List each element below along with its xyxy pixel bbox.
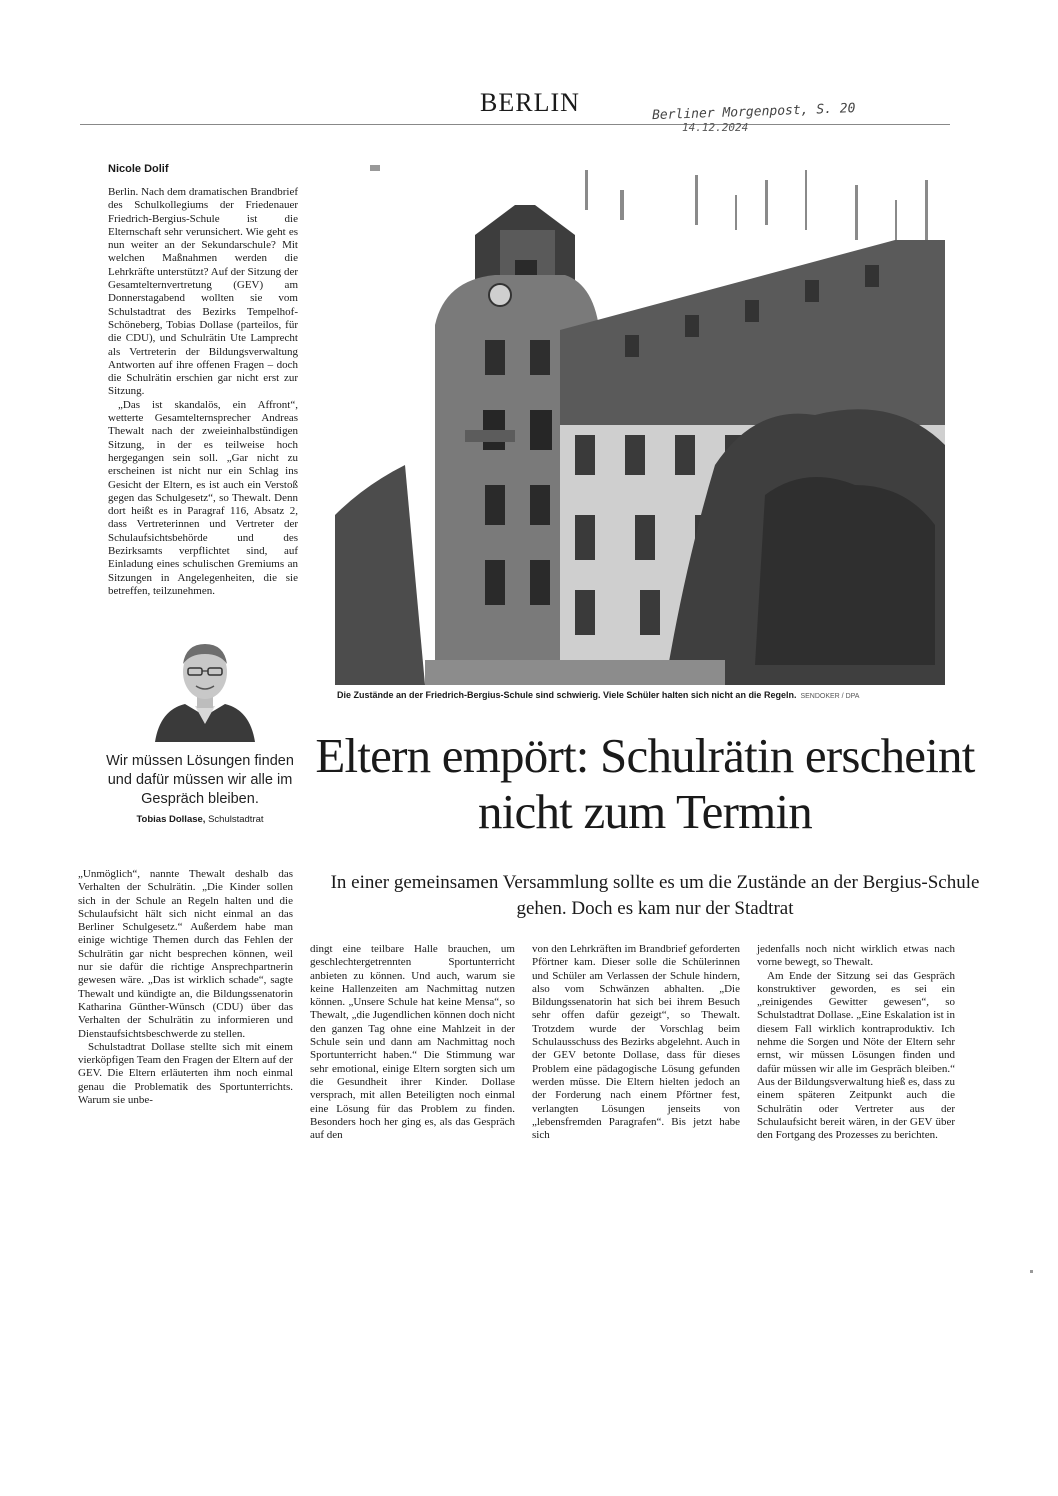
handnote-source: Berliner Morgenpost, S. 20 bbox=[651, 101, 856, 124]
body-column-3 bbox=[532, 943, 740, 1142]
intro-paragraph: Berlin. Nach dem dramatischen Brandbrief des Schulkollegiums der Friedenauer Friedrich-Bergius-Schule ist die Elternschaft sehr verunsichert. Wie geht es nun weiter an der Sekundarschule? Mit welchen Maßnahmen werden die Lehrkräfte unterstützt? Auf der Sitzung der Gesamtelternvertretung (GEV) am Donnerstagabend wollten sie vom Schulstadtrat des Bezirks Tempelhof-Schöneberg, Tobias Dollase (parteilos, für die CDU), und Schulrätin Ute Lamprecht als Vertreterin der Bildungsverwaltung Antworten auf ihre offenen Fragen – doch die Schulrätin erschien gar nicht erst zur Sitzung. bbox=[108, 186, 298, 398]
body-column-2 bbox=[310, 943, 515, 1142]
handnote-date: 14.12.2024 bbox=[682, 121, 749, 134]
intro-column bbox=[108, 186, 298, 598]
photo-credit: SENDOKER / DPA bbox=[800, 693, 860, 700]
intro-paragraph: „Das ist skandalös, ein Affront“, wetterte Gesamtelternsprecher Andreas Thewalt nach der zweieinhalbstündigen Sitzung, in der es teilweise hoch hergegangen sein soll. „Gar nicht zu erscheinen ist nicht nur ein Schlag ins Gesicht der Eltern, es ist auch ein Verstoß gegen das Schulgesetz“, so Thewalt. Denn dort heißt es in Paragraf 116, Absatz 2, dass Vertreterinnen und Vertreter der Schulaufsichtsbehörde und des Bezirksamts verpflichtet sind, auf Einladung eines schulischen Gremiums an Sitzungen in Angelegenheiten, die sie betreffen, teilzunehmen. bbox=[108, 398, 298, 597]
body-paragraph: „Unmöglich“, nannte Thewalt deshalb das Verhalten der Schulrätin. „Die Kinder sollen sich in der Schule an Regeln halten und die Schulaufsicht hält sich nicht einmal an das Berliner Schulgesetz.“ Außerdem habe man einige wichtige Themen durch das Fehlen der Schulrätin gar nicht besprechen können, weil nur sie dafür die richtige Ansprechpartnerin gewesen wäre. „Das ist wirklich schade“, sagte Thewalt und kündigte an, die Bildungssenatorin Katharina Günther-Wünsch (CDU) über das Verhalten der Schulrätin zu informieren und Dienstaufsichtsbeschwerde zu stellen. bbox=[78, 868, 293, 1040]
quote-author: Tobias Dollase, bbox=[136, 814, 206, 825]
body-paragraph: Schulstadtrat Dollase stellte sich mit einem vierköpfigen Team den Fragen der Eltern auf der GEV. Die Eltern erläuterten ihm noch einmal genau die Problematik des Sportunterrichts. Warum sie unbe- bbox=[78, 1040, 293, 1107]
body-column-4 bbox=[757, 943, 955, 1142]
portrait-photo bbox=[150, 632, 260, 742]
body-paragraph: jedenfalls noch nicht wirklich etwas nach vorne bewegt, so Thewalt. bbox=[757, 943, 955, 969]
subheadline: In einer gemeinsamen Versammlung sollte es um die Zustände an der Bergius-Schule gehen. Doch es kam nur der Stadtrat bbox=[330, 872, 980, 919]
body-paragraph: dingt eine teilbare Halle brauchen, um geschlechtergetrennten Sportunterricht anbieten zu können. Und auch, warum sie keine Hallenzeiten am Nachmittag nutzen können. „Unsere Schule hat keine Mensa“, so Thewalt, „die Jugendlichen können doch nicht den ganzen Tag ohne eine Mahlzeit in der Schule sein und dann am Nachmittag noch Sportunterricht haben.“ Die Stimmung war sehr emotional, einige Eltern sorgten sich um die Gesundheit ihrer Kinder. Dollase versprach, mit allen Beteiligten noch einmal eine Lösung für das Problem zu finden. Besonders hoch her ging es, als das Gespräch auf den bbox=[310, 943, 515, 1142]
handwritten-note bbox=[651, 101, 892, 144]
section-title: BERLIN bbox=[480, 88, 580, 117]
school-building-photo bbox=[335, 165, 945, 685]
photo-caption bbox=[337, 690, 947, 700]
body-paragraph: Am Ende der Sitzung sei das Gespräch konstruktiver geworden, es sei ein „reinigendes Gewitter gewesen“, so Schulstadtrat Dollase. „Eine Eskalation ist in diesem Fall wirklich kontraproduktiv. Ich nehme die Sorgen und Nöte der Eltern sehr ernst, wir müssen Lösungen finden und dafür müssen wir alle im Gespräch bleiben.“ Aus der Bildungsverwaltung hieß es, dass zu einem späteren Zeitpunkt auch die Schulrätin oder Vertreter aus der Schulaufsicht bereit wären, in der GEV über den Fortgang des Prozesses zu berichten. bbox=[757, 969, 955, 1142]
headline: Eltern empört: Schulrätin erscheint nicht zum Termin bbox=[315, 728, 975, 839]
quote-attribution bbox=[100, 814, 300, 825]
scan-speck bbox=[1030, 1270, 1033, 1273]
photo-caption-text: Die Zustände an der Friedrich-Bergius-Schule sind schwierig. Viele Schüler halten sich nicht an die Regeln. bbox=[337, 690, 797, 700]
body-column-1 bbox=[78, 868, 293, 1107]
byline: Nicole Dolif bbox=[108, 163, 169, 175]
body-paragraph: von den Lehrkräften im Brandbrief geforderten Pförtner kam. Dieser solle die Schülerinnen und Schüler am Verlassen der Schule hindern, also vom Schwänzen abhalten. „Die Bildungssenatorin hat sich bei ihrem Besuch sehr offen dafür gezeigt“, so Thewalt. Trotzdem wurde der Vorschlag beim Schulausschuss des Bezirks abgelehnt. Auch in der GEV betonte Dollase, dass für dieses Problem eine pädagogische Lösung gefunden werden müsse. Die Eltern hielten jedoch an der Forderung nach einem Pförtner fest, verlangten Lösungen jenseits von „lebensfremden Paragrafen“. Bis jetzt habe sich bbox=[532, 943, 740, 1142]
quote-role: Schulstadtrat bbox=[208, 814, 264, 825]
pull-quote: Wir müssen Lösungen finden und dafür müssen wir alle im Gespräch bleiben. bbox=[106, 753, 294, 807]
